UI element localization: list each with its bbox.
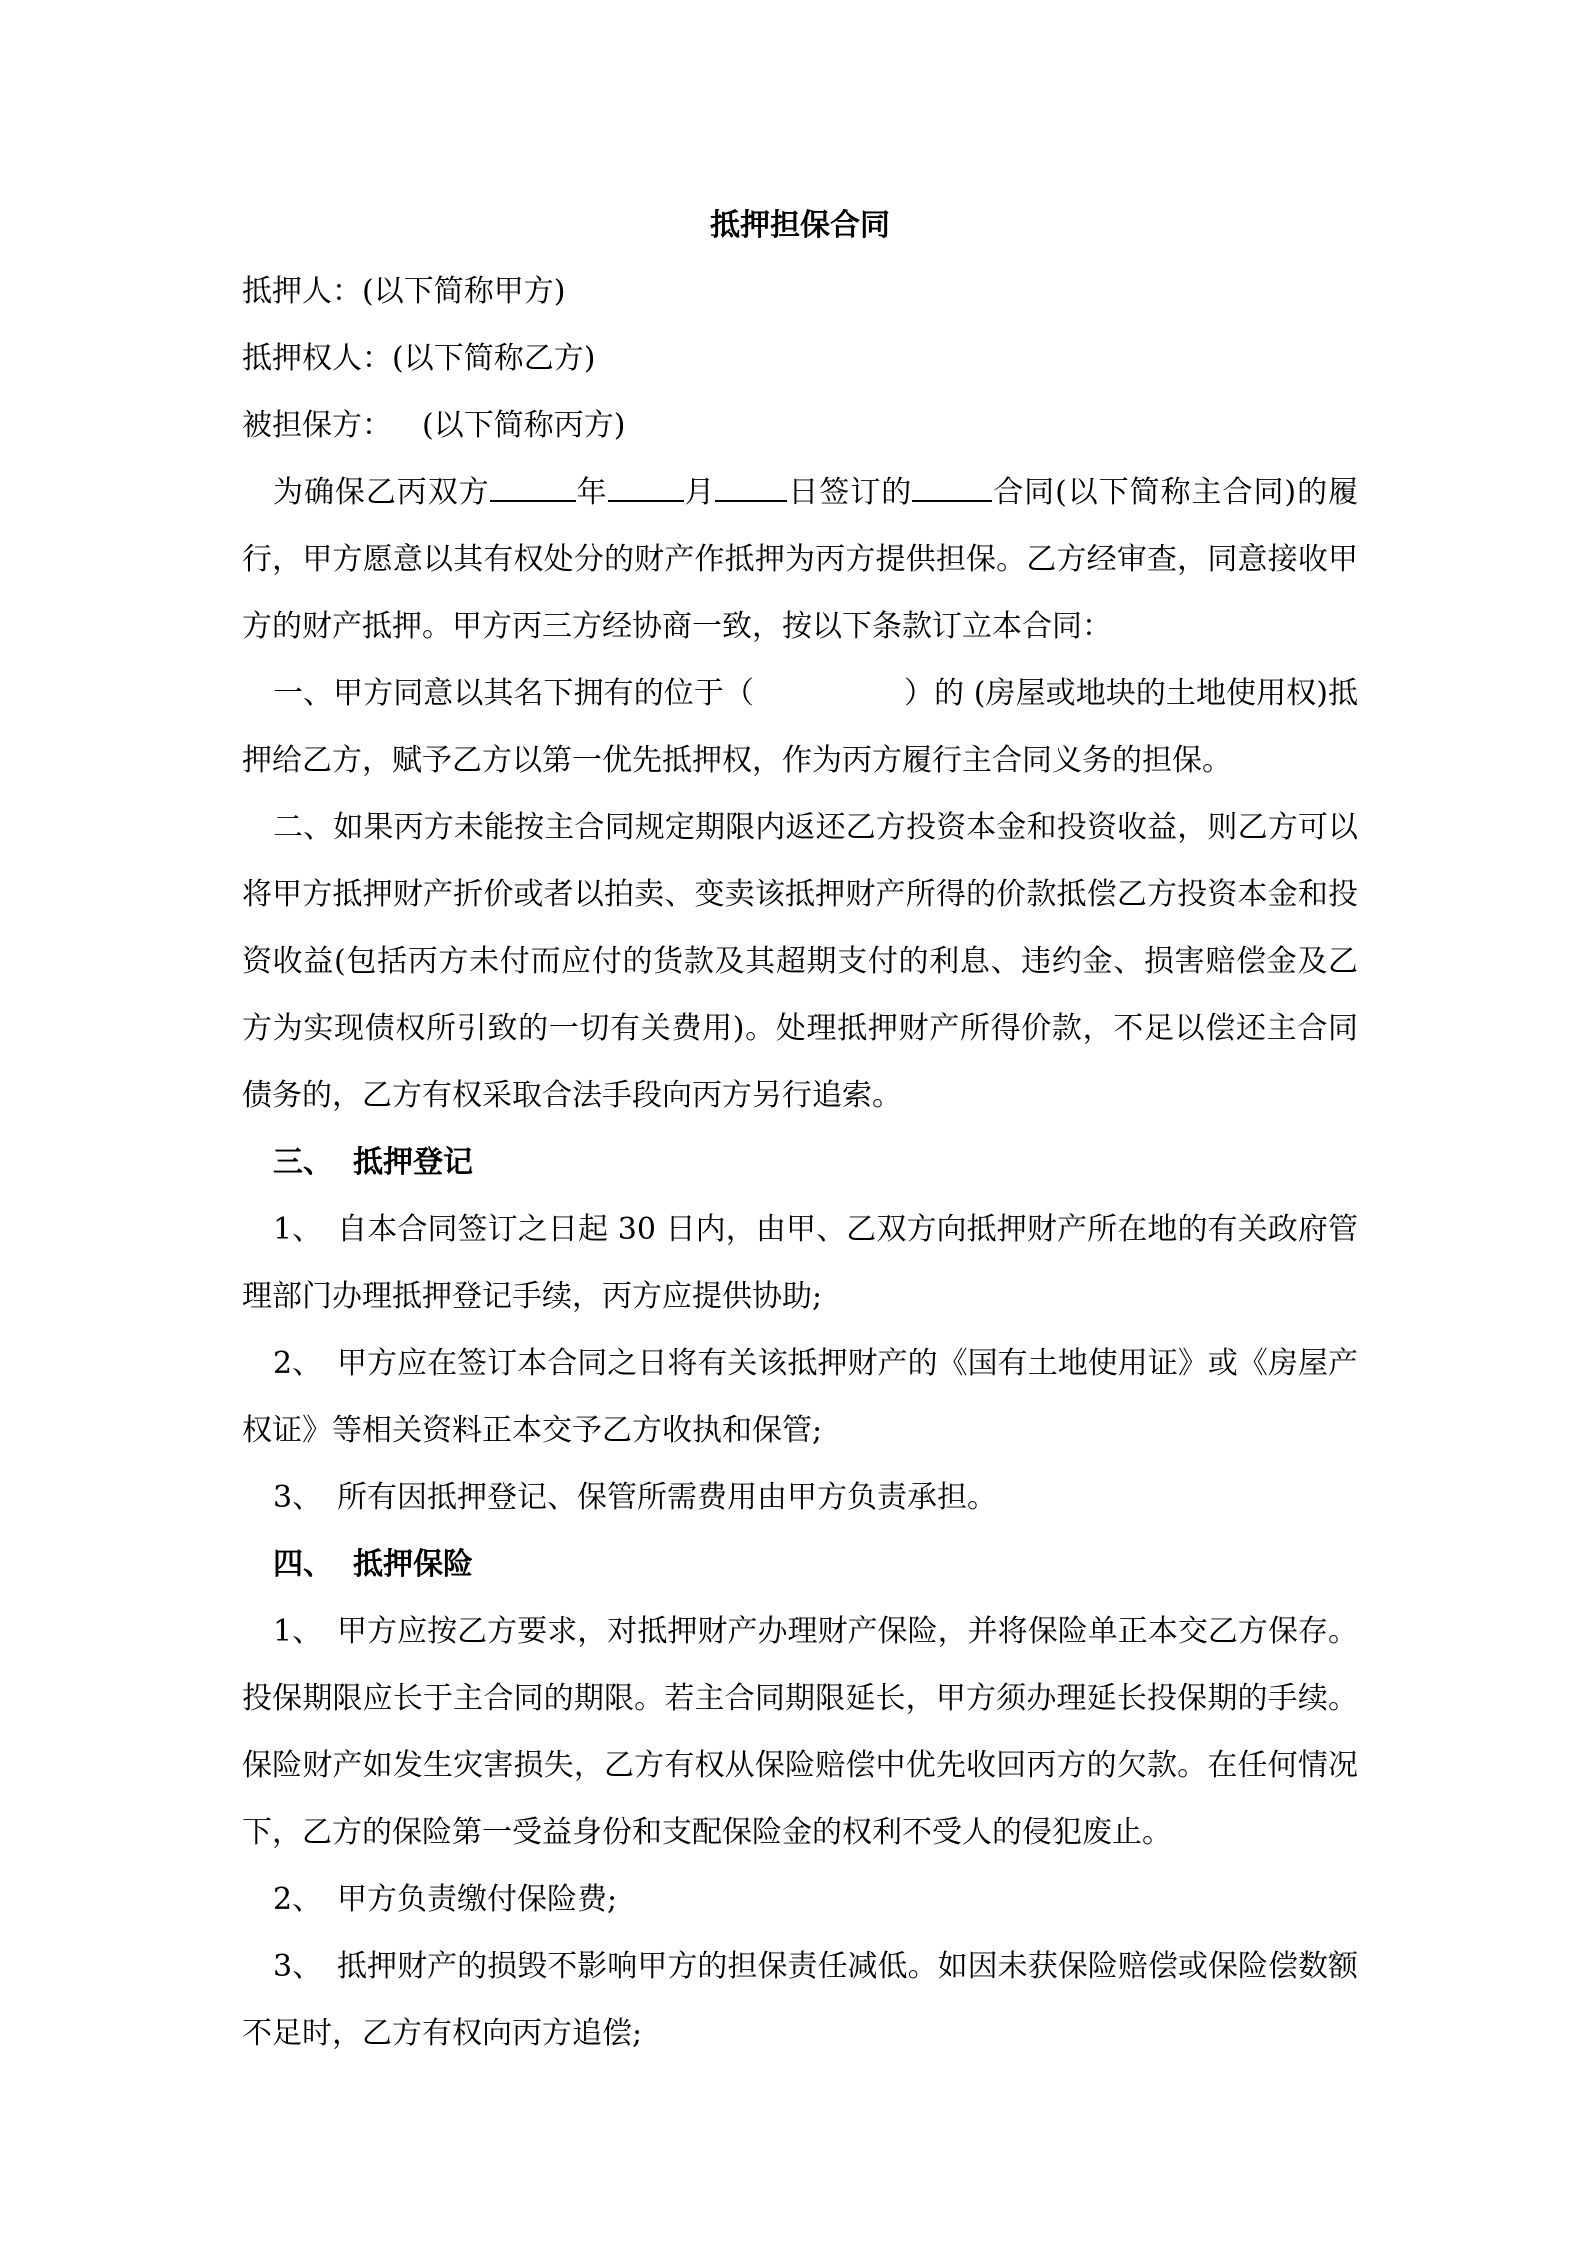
party-mortgagor: 抵押人：(以下简称甲方): [242, 274, 566, 309]
blank-line-month: [715, 470, 787, 502]
blank-line-year: [608, 470, 684, 502]
section-3-heading: 三、 抵押登记: [273, 1145, 473, 1180]
party-guaranteed-label: 被担保方：: [242, 408, 392, 443]
section-3-item-2: 2、 甲方应在签订本合同之日将有关该抵押财产的《国有土地使用证》或《房屋产权证》等相关资料正本交予乙方收执和保管;: [242, 1346, 1358, 1448]
party-guaranteed: [242, 392, 1358, 459]
section-3-item-3: 3、 所有因抵押登记、保管所需费用由甲方负责承担。: [273, 1480, 997, 1515]
party-mortgagee: 抵押权人：(以下简称乙方): [242, 341, 596, 376]
party-guaranteed-note: (以下简称丙方): [422, 408, 626, 443]
section-4-item-1: 1、 甲方应按乙方要求，对抵押财产办理财产保险，并将保险单正本交乙方保存。投保期限应长于主合同的期限。若主合同期限延长，甲方须办理延长投保期的手续。保险财产如发生灾害损失，乙方有权从保险赔偿中优先收回丙方的欠款。在任何情况下，乙方的保险第一受益身份和支配保险金的权利不受人的侵犯废止。: [242, 1614, 1358, 1850]
contract-body: [242, 196, 1358, 2067]
blank-line-contract: [912, 470, 992, 502]
section-4-item-3: 3、 抵押财产的损毁不影响甲方的担保责任减低。如因未获保险赔偿或保险偿数额不足时，乙方有权向丙方追偿;: [242, 1949, 1358, 2051]
section-4-heading: 四、 抵押保险: [273, 1547, 473, 1582]
clause-1-paragraph: 一、甲方同意以其名下拥有的位于（ ）的 (房屋或地块的土地使用权)抵押给乙方，赋予乙方以第一优先抵押权，作为丙方履行主合同义务的担保。: [242, 676, 1358, 778]
document-title: 抵押担保合同: [710, 208, 890, 243]
preamble-paragraph: 为确保乙丙双方 年 月 日签订的 合同(以下简称主合同)的履行，甲方愿意以其有权处分的财产作抵押为丙方提供担保。乙方经审查，同意接收甲方的财产抵押。甲方丙三方经协商一致，按以下条款订立本合同：: [242, 459, 1358, 660]
section-4-item-2: 2、 甲方负责缴付保险费;: [273, 1882, 618, 1917]
clause-2-paragraph: 二、如果丙方未能按主合同规定期限内返还乙方投资本金和投资收益，则乙方可以将甲方抵押财产折价或者以拍卖、变卖该抵押财产所得的价款抵偿乙方投资本金和投资收益(包括丙方未付而应付的货款及其超期支付的利息、违约金、损害赔偿金及乙方为实现债权所引致的一切有关费用)。处理抵押财产所得价款，不足以偿还主合同债务的，乙方有权采取合法手段向丙方另行追索。: [242, 810, 1358, 1113]
blank-line-party: [490, 470, 576, 502]
section-3-item-1: 1、 自本合同签订之日起 30 日内，由甲、乙双方向抵押财产所在地的有关政府管理部门办理抵押登记手续，丙方应提供协助;: [242, 1212, 1358, 1314]
